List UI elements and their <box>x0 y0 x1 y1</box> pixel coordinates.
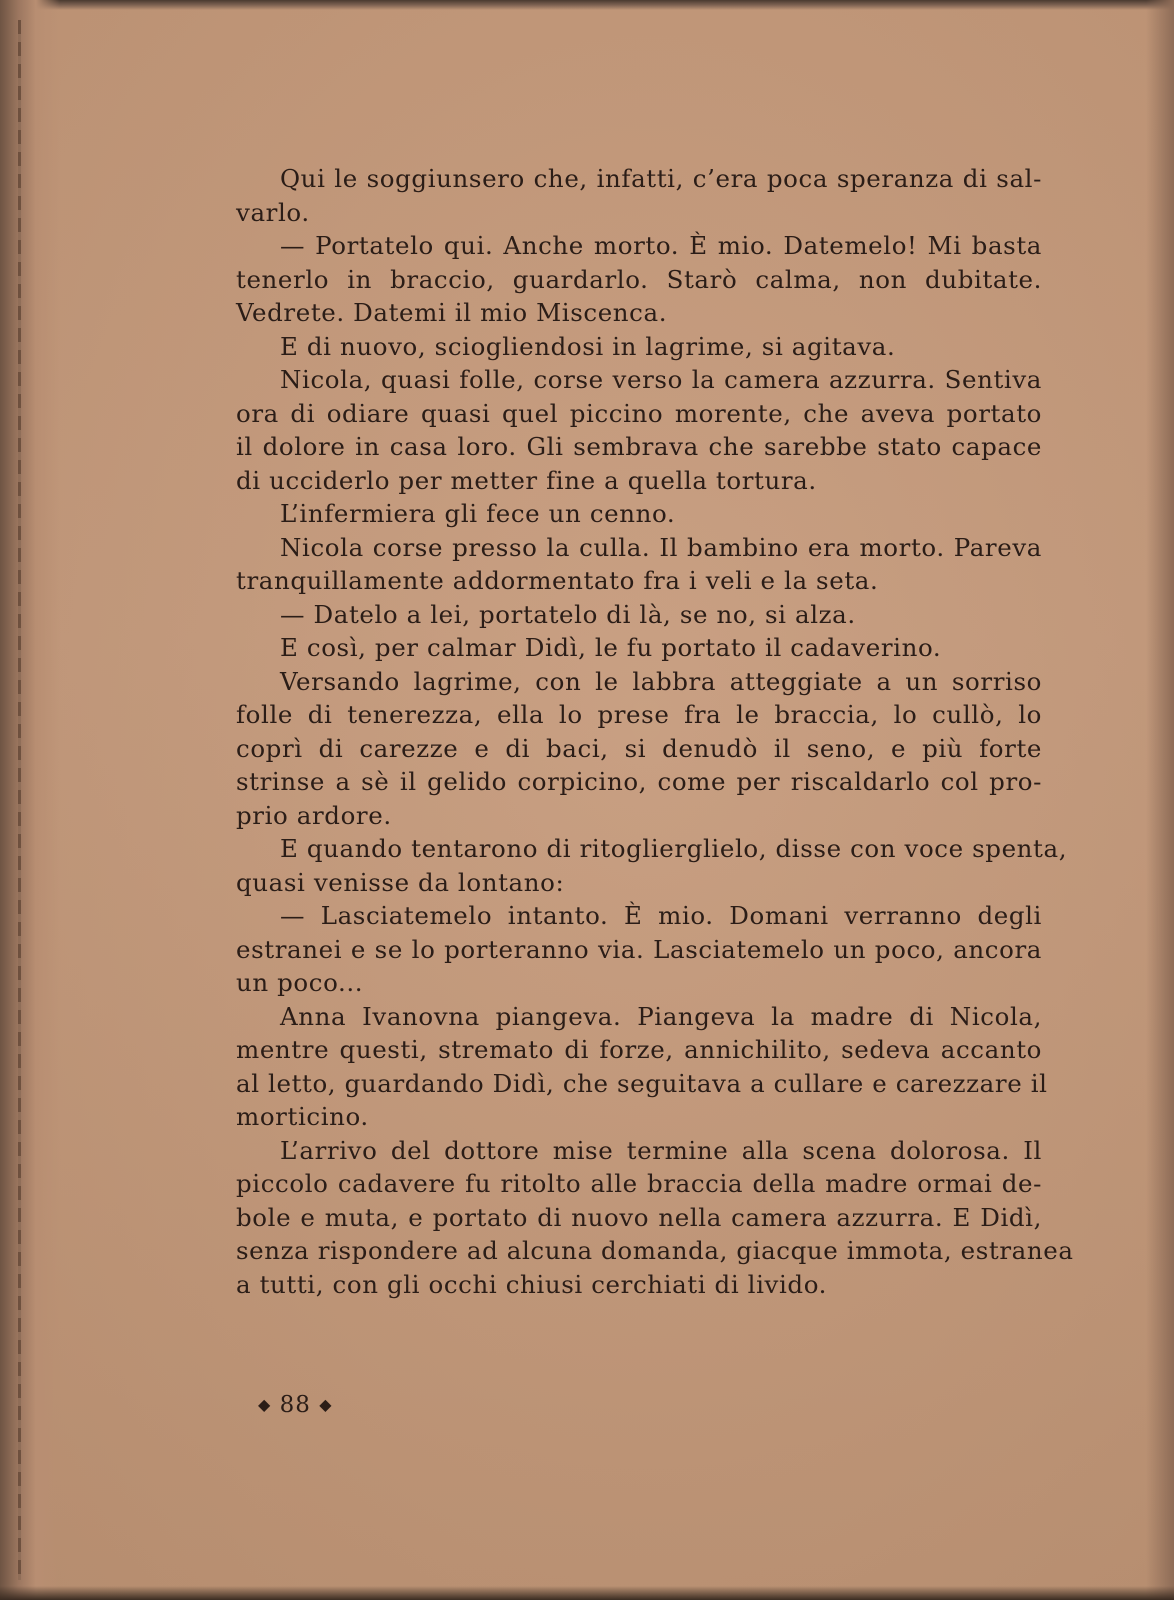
page-number <box>258 1392 333 1418</box>
text-line: un poco... <box>236 968 364 997</box>
text-line: estranei e se lo porteranno via. Lasciatemelo un poco, ancora <box>236 934 1042 964</box>
text-line: E così, per calmar Didì, le fu portato il cadaverino. <box>280 633 942 662</box>
text-line: — Datelo a lei, portatelo di là, se no, si alza. <box>280 599 856 629</box>
page-right-edge <box>1146 0 1174 1600</box>
text-line: varlo. <box>236 197 310 227</box>
text-line: bole e muta, e portato di nuovo nella camera azzurra. E Didì, <box>236 1202 1042 1232</box>
body-text <box>236 162 1074 1301</box>
text-line: il dolore in casa loro. Gli sembrava che sarebbe stato capace <box>236 432 1042 461</box>
text-line: — Lasciatemelo intanto. È mio. Domani verranno degli <box>280 901 1042 930</box>
text-line: tenerlo in braccio, guardarlo. Starò calma, non dubitate. <box>236 264 1042 294</box>
text-line: Versando lagrime, con le labbra atteggiate a un sorriso <box>280 666 1042 696</box>
text-line: Vedrete. Datemi il mio Miscenca. <box>236 298 668 327</box>
text-line: coprì di carezze e di baci, si denudò il seno, e più forte <box>236 733 1042 763</box>
text-line: L’infermiera gli fece un cenno. <box>280 499 676 528</box>
text-line: piccolo cadavere fu ritolto alle braccia della madre ormai de- <box>236 1169 1042 1198</box>
diamond-ornament-icon: ◆ <box>319 1395 333 1414</box>
text-line: quasi venisse da lontano: <box>236 867 565 897</box>
page-number-value: 88 <box>279 1392 311 1418</box>
text-line: prio ardore. <box>236 800 392 830</box>
text-line: Nicola, quasi folle, corse verso la camera azzurra. Sentiva <box>280 365 1042 394</box>
text-line: L’arrivo del dottore mise termine alla scena dolorosa. Il <box>280 1135 1042 1165</box>
text-line: Anna Ivanovna piangeva. Piangeva la madre di Nicola, <box>280 1001 1042 1031</box>
text-line: — Portatelo qui. Anche morto. È mio. Datemelo! Mi basta <box>280 231 1042 260</box>
diamond-ornament-icon: ◆ <box>258 1395 272 1414</box>
page-binding-edge <box>0 0 60 1600</box>
text-line: morticino. <box>236 1102 369 1131</box>
text-line: a tutti, con gli occhi chiusi cerchiati di livido. <box>236 1269 827 1299</box>
page-bottom-edge <box>0 1586 1174 1600</box>
binding-stitches <box>18 20 21 1580</box>
text-line: Qui le soggiunsero che, infatti, c’era poca speranza di sal- <box>280 164 1042 193</box>
text-line: di ucciderlo per metter fine a quella tortura. <box>236 465 817 495</box>
text-line: E quando tentarono di ritoglierglielo, disse con voce spenta, <box>280 834 1068 863</box>
text-line: senza rispondere ad alcuna domanda, giacque immota, estranea <box>236 1236 1074 1265</box>
text-line: folle di tenerezza, ella lo prese fra le braccia, lo cullò, lo <box>236 700 1042 729</box>
text-line: tranquillamente addormentato fra i veli e la seta. <box>236 566 879 595</box>
text-line: Nicola corse presso la culla. Il bambino era morto. Pareva <box>280 532 1042 562</box>
text-line: E di nuovo, sciogliendosi in lagrime, si agitava. <box>280 331 896 361</box>
text-line: mentre questi, stremato di forze, annichilito, sedeva accanto <box>236 1035 1042 1064</box>
page-top-edge <box>0 0 1174 10</box>
text-line: ora di odiare quasi quel piccino morente, che aveva portato <box>236 398 1042 428</box>
text-line: al letto, guardando Didì, che seguitava a cullare e carezzare il <box>236 1068 1048 1098</box>
text-line: strinse a sè il gelido corpicino, come per riscaldarlo col pro- <box>236 767 1042 796</box>
